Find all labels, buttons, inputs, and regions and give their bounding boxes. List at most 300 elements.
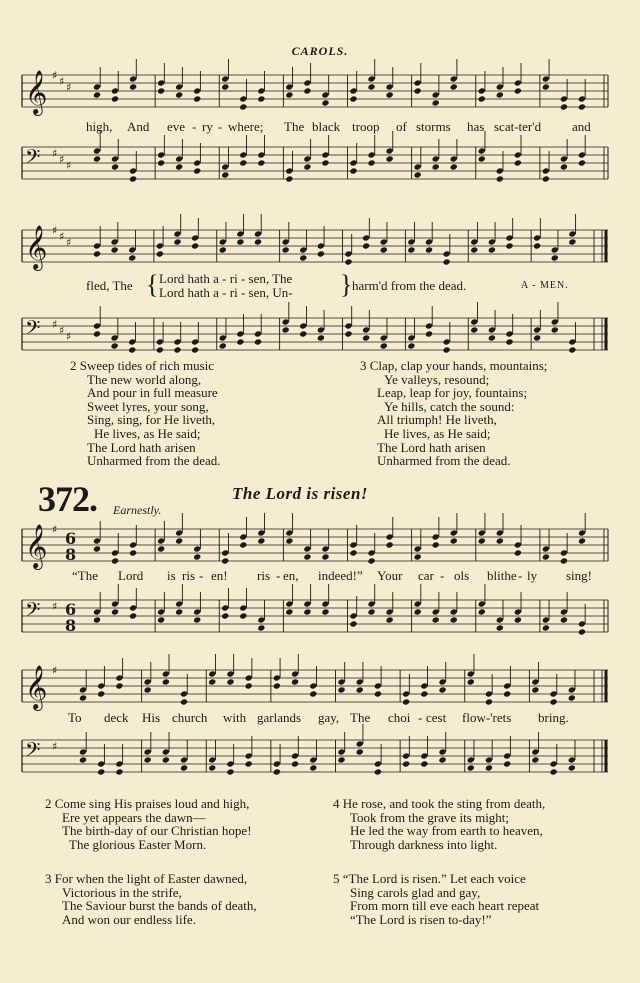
lyric-syllable: high,: [86, 119, 113, 134]
note-head: [414, 171, 422, 178]
hymn-372-bass-staff-2: [22, 736, 608, 776]
note-head: [337, 686, 345, 693]
note-head: [503, 690, 511, 697]
note-head: [367, 608, 375, 615]
note-head: [309, 764, 317, 771]
lyric-syllable: storms: [416, 119, 451, 134]
note-head: [549, 768, 557, 775]
note-head: [367, 83, 375, 90]
sharp-icon: ♯: [66, 236, 72, 249]
note-head: [162, 678, 170, 685]
note-head: [254, 338, 262, 345]
verse-line: Unharmed from the dead.: [377, 453, 511, 469]
note-head: [496, 175, 504, 182]
lyric-syllable: -: [276, 568, 281, 583]
sharp-icon: ♯: [59, 153, 65, 166]
note-head: [291, 678, 299, 685]
note-head: [236, 338, 244, 345]
verse-line: Ye valleys, resound;: [384, 371, 490, 387]
note-head: [317, 334, 325, 341]
note-head: [450, 537, 458, 544]
verse-line: Ere yet appears the dawn—: [62, 809, 206, 825]
verse-line: All triumph! He liveth,: [377, 412, 497, 428]
note-head: [193, 616, 201, 623]
note-head: [285, 608, 293, 615]
note-head: [385, 616, 393, 623]
note-head: [175, 608, 183, 615]
note-head: [239, 159, 247, 166]
note-head: [180, 698, 188, 705]
note-head: [488, 246, 496, 253]
note-head: [432, 616, 440, 623]
sharp-icon: ♯: [52, 600, 58, 613]
amen-label: A - MEN.: [521, 280, 569, 291]
note-head: [321, 99, 329, 106]
note-head: [407, 246, 415, 253]
hymn-title: The Lord is risen!: [232, 484, 369, 503]
note-head: [157, 159, 165, 166]
note-head: [239, 612, 247, 619]
lyric-syllable: -: [192, 119, 197, 134]
verse-line: And won our endless life.: [62, 911, 196, 927]
verse-line: “The Lord is risen to-day!”: [350, 911, 492, 927]
note-head: [221, 557, 229, 564]
sharp-icon: ♯: [66, 159, 72, 172]
note-head: [111, 342, 119, 349]
note-head: [542, 553, 550, 560]
note-head: [97, 768, 105, 775]
hymn-372-lyrics-line-1: [0, 568, 640, 584]
note-head: [380, 342, 388, 349]
lyric-syllable: troop: [352, 119, 380, 134]
note-head: [245, 760, 253, 767]
lyric-syllable: The: [284, 119, 305, 134]
lyric-syllable: flow-'rets: [462, 710, 512, 725]
note-head: [578, 103, 586, 110]
note-head: [362, 334, 370, 341]
note-head: [273, 682, 281, 689]
verse-line: He led the way from earth to heaven,: [350, 823, 543, 839]
note-head: [115, 682, 123, 689]
note-head: [193, 95, 201, 102]
note-head: [531, 686, 539, 693]
lyric-syllable: black: [312, 119, 341, 134]
verse-line: Sing, sing, for He liveth,: [87, 412, 216, 428]
note-head: [551, 326, 559, 333]
note-head: [467, 678, 475, 685]
sharp-icon: ♯: [52, 740, 58, 753]
hymn-372-verse-5: [333, 872, 539, 926]
lyric-syllable: en!: [211, 568, 228, 583]
time-signature-bottom: 8: [65, 616, 77, 635]
note-head: [303, 553, 311, 560]
lyric-syllable: cest: [426, 710, 447, 725]
lyric-syllable: blithe: [487, 568, 517, 583]
note-head: [111, 246, 119, 253]
note-head: [79, 756, 87, 763]
note-head: [191, 346, 199, 353]
lyric-syllable: And: [127, 119, 150, 134]
lyric-syllable: of: [396, 119, 407, 134]
note-head: [349, 549, 357, 556]
note-head: [496, 624, 504, 631]
note-head: [450, 83, 458, 90]
note-head: [385, 91, 393, 98]
note-head: [93, 616, 101, 623]
note-head: [303, 163, 311, 170]
note-head: [221, 612, 229, 619]
note-head: [111, 557, 119, 564]
verse-line: Through darkness into light.: [350, 836, 498, 852]
note-head: [367, 557, 375, 564]
verse-line: 3 Clap, clap your hands, mountains;: [360, 358, 548, 373]
lyric-syllable: is: [167, 568, 176, 583]
note-head: [450, 616, 458, 623]
note-head: [349, 95, 357, 102]
sharp-icon: ♯: [66, 330, 72, 343]
note-head: [542, 83, 550, 90]
lyric-syllable: His: [142, 710, 161, 725]
note-head: [144, 686, 152, 693]
note-head: [93, 155, 101, 162]
note-head: [97, 690, 105, 697]
verse-line: The Lord hath arisen: [87, 439, 196, 455]
note-head: [128, 346, 136, 353]
note-head: [531, 756, 539, 763]
note-head: [514, 87, 522, 94]
note-head: [551, 254, 559, 261]
sharp-icon: ♯: [52, 224, 58, 237]
note-head: [385, 541, 393, 548]
hymn-372-verse-2: [45, 797, 252, 851]
note-head: [317, 250, 325, 257]
sharp-icon: ♯: [52, 664, 58, 677]
note-head: [496, 537, 504, 544]
note-head: [129, 83, 137, 90]
note-head: [485, 698, 493, 705]
verse-line: 3 For when the light of Easter dawned,: [45, 871, 248, 886]
note-head: [193, 167, 201, 174]
note-head: [173, 238, 181, 245]
note-head: [175, 91, 183, 98]
hymn-372-lyrics-line-2: [0, 710, 640, 726]
lyric-lead: fled, The: [86, 278, 133, 293]
note-head: [273, 768, 281, 775]
lyric-chorus-bottom: Lord hath a - ri - sen, Un-: [159, 285, 293, 300]
note-head: [496, 91, 504, 98]
note-head: [344, 258, 352, 265]
note-head: [257, 95, 265, 102]
note-head: [349, 620, 357, 627]
note-head: [356, 686, 364, 693]
lyric-syllable: ris: [182, 568, 195, 583]
hymn-a-verse-3: [360, 359, 547, 468]
bass-clef-icon: 𝄢: [25, 145, 41, 173]
hymn-372-treble-staff-2: [22, 664, 608, 709]
lyric-syllable: en,: [283, 568, 299, 583]
lyric-tail: harm'd from the dead.: [352, 278, 467, 293]
note-head: [257, 159, 265, 166]
note-head: [478, 537, 486, 544]
note-head: [93, 330, 101, 337]
time-signature-top: 6: [65, 600, 77, 619]
note-head: [191, 242, 199, 249]
note-head: [488, 334, 496, 341]
note-head: [420, 760, 428, 767]
treble-clef-icon: 𝄞: [25, 524, 48, 568]
note-head: [157, 616, 165, 623]
lyric-syllable: -: [518, 568, 523, 583]
note-head: [470, 326, 478, 333]
hymn-a-lyrics-line-1: [0, 119, 640, 135]
sharp-icon: ♯: [59, 230, 65, 243]
note-head: [303, 87, 311, 94]
lyric-syllable: choi: [388, 710, 411, 725]
note-head: [226, 678, 234, 685]
bass-clef-icon: 𝄢: [25, 316, 41, 344]
hymn-number: 372.: [38, 479, 97, 519]
note-head: [128, 254, 136, 261]
time-signature-top: 6: [65, 529, 77, 548]
note-head: [438, 756, 446, 763]
note-head: [221, 171, 229, 178]
note-head: [533, 334, 541, 341]
hymn-a-treble-staff-2: [22, 224, 608, 269]
verse-line: The Lord hath arisen: [377, 439, 486, 455]
note-head: [157, 545, 165, 552]
hymn-372-bass-staff-1: [22, 596, 608, 636]
note-head: [505, 242, 513, 249]
note-head: [93, 250, 101, 257]
note-head: [285, 91, 293, 98]
note-head: [303, 608, 311, 615]
lyric-syllable: ly: [527, 568, 538, 583]
note-head: [257, 537, 265, 544]
hymn-372-verse-3: [45, 872, 257, 926]
note-head: [337, 756, 345, 763]
note-head: [374, 690, 382, 697]
lyric-syllable: -: [440, 568, 445, 583]
note-head: [380, 246, 388, 253]
running-head: CAROLS.: [291, 44, 349, 58]
lyric-syllable: -: [218, 119, 223, 134]
lyric-syllable: ris: [257, 568, 270, 583]
verse-line: From morn till eve each heart repeat: [350, 898, 540, 914]
note-head: [144, 756, 152, 763]
time-signature-bottom: 8: [65, 545, 77, 564]
note-head: [533, 242, 541, 249]
note-head: [505, 338, 513, 345]
lyric-chorus-top: Lord hath a - ri - sen, The: [159, 271, 293, 286]
note-head: [291, 760, 299, 767]
hymn-a-bass-staff-2: [22, 314, 608, 354]
note-head: [420, 690, 428, 697]
treble-clef-icon: 𝄞: [25, 70, 48, 114]
note-head: [478, 95, 486, 102]
verse-line: He lives, as He said;: [384, 425, 491, 441]
lyric-syllable: where;: [228, 119, 264, 134]
note-head: [367, 159, 375, 166]
note-head: [129, 549, 137, 556]
note-head: [432, 99, 440, 106]
note-head: [180, 764, 188, 771]
tempo-marking: Earnestly.: [113, 503, 162, 517]
note-head: [514, 549, 522, 556]
hymn-a-treble-staff-1: [22, 69, 608, 114]
note-head: [282, 326, 290, 333]
note-head: [129, 612, 137, 619]
note-head: [578, 159, 586, 166]
lyric-syllable: “The: [72, 568, 98, 583]
sharp-icon: ♯: [52, 69, 58, 82]
verse-line: Unharmed from the dead.: [87, 453, 221, 469]
lyric-syllable: Your: [377, 568, 403, 583]
note-head: [568, 764, 576, 771]
verse-line: And pour in full measure: [87, 385, 218, 401]
note-head: [157, 87, 165, 94]
lyric-syllable: indeed!”: [318, 568, 363, 583]
note-head: [219, 246, 227, 253]
note-head: [219, 342, 227, 349]
lyric-syllable: deck: [104, 710, 129, 725]
sharp-icon: ♯: [52, 523, 58, 536]
note-head: [443, 258, 451, 265]
hymn-a-bass-staff-1: [22, 143, 608, 183]
note-head: [321, 553, 329, 560]
note-head: [245, 682, 253, 689]
sharp-icon: ♯: [52, 318, 58, 331]
note-head: [407, 342, 415, 349]
note-head: [111, 163, 119, 170]
note-head: [282, 246, 290, 253]
note-head: [478, 155, 486, 162]
verse-line: 2 Come sing His praises loud and high,: [45, 796, 250, 811]
note-head: [129, 175, 137, 182]
note-head: [402, 698, 410, 705]
note-head: [542, 175, 550, 182]
note-head: [560, 163, 568, 170]
note-head: [175, 163, 183, 170]
brace-right-icon: }: [340, 270, 353, 299]
note-head: [299, 254, 307, 261]
note-head: [162, 756, 170, 763]
note-head: [79, 694, 87, 701]
lyric-syllable: and: [572, 119, 591, 134]
note-head: [111, 608, 119, 615]
brace-left-icon: {: [146, 270, 159, 299]
note-head: [514, 159, 522, 166]
note-head: [450, 163, 458, 170]
note-head: [257, 624, 265, 631]
note-head: [425, 330, 433, 337]
hymn-a-verse-2: [70, 359, 221, 468]
note-head: [432, 541, 440, 548]
note-head: [467, 764, 475, 771]
note-head: [568, 238, 576, 245]
note-head: [432, 163, 440, 170]
lyric-syllable: gay,: [318, 710, 340, 725]
hymn-372-treble-staff-1: [22, 523, 608, 568]
lyric-syllable: car: [418, 568, 434, 583]
sharp-icon: ♯: [66, 81, 72, 94]
lyric-syllable: ry: [202, 119, 213, 134]
note-head: [425, 246, 433, 253]
verse-line: 4 He rose, and took the sting from death,: [333, 796, 546, 811]
note-head: [470, 246, 478, 253]
lyric-syllable: bring.: [538, 710, 569, 725]
note-head: [374, 768, 382, 775]
verse-line: Victorious in the strife,: [62, 884, 182, 900]
lyric-syllable: -: [418, 710, 423, 725]
lyric-syllable: To: [68, 710, 82, 725]
note-head: [560, 616, 568, 623]
sharp-icon: ♯: [52, 147, 58, 160]
lyric-syllable: church: [172, 710, 208, 725]
verse-line: The birth-day of our Christian hope!: [62, 823, 252, 839]
verse-line: The Saviour burst the bands of death,: [62, 898, 257, 914]
note-head: [414, 553, 422, 560]
note-head: [193, 553, 201, 560]
note-head: [309, 690, 317, 697]
hymn-372-verse-4: [333, 797, 545, 851]
bass-clef-icon: 𝄢: [25, 738, 41, 766]
note-head: [208, 764, 216, 771]
bass-clef-icon: 𝄢: [25, 598, 41, 626]
verse-line: Took from the grave its might;: [350, 809, 510, 825]
verse-line: 5 “The Lord is risen.” Let each voice: [333, 871, 526, 886]
note-head: [111, 95, 119, 102]
verse-line: Sing carols glad and gay,: [350, 884, 481, 900]
note-head: [285, 537, 293, 544]
note-head: [321, 159, 329, 166]
note-head: [514, 616, 522, 623]
note-head: [93, 91, 101, 98]
note-head: [402, 760, 410, 767]
note-head: [414, 608, 422, 615]
verse-line: He lives, as He said;: [94, 425, 201, 441]
note-head: [156, 346, 164, 353]
note-head: [344, 330, 352, 337]
note-head: [115, 768, 123, 775]
verse-line: Leap, leap for joy, fountains;: [377, 385, 528, 401]
lyric-syllable: scat-ter'd: [494, 119, 542, 134]
note-head: [254, 238, 262, 245]
lyric-syllable: -: [199, 568, 204, 583]
note-head: [208, 678, 216, 685]
note-head: [285, 175, 293, 182]
verse-line: Sweet lyres, your song,: [87, 398, 209, 414]
lyric-syllable: has: [467, 119, 485, 134]
verse-line: The glorious Easter Morn.: [69, 836, 207, 852]
hymn-a-lyrics-line-2: [0, 270, 640, 305]
note-head: [542, 624, 550, 631]
note-head: [226, 768, 234, 775]
note-head: [239, 541, 247, 548]
note-head: [438, 686, 446, 693]
note-head: [156, 250, 164, 257]
note-head: [549, 698, 557, 705]
sharp-icon: ♯: [59, 324, 65, 337]
lyric-syllable: garlands: [257, 710, 302, 725]
note-head: [362, 242, 370, 249]
lyric-syllable: ols: [454, 568, 470, 583]
note-head: [349, 167, 357, 174]
note-head: [356, 748, 364, 755]
lyric-syllable: sing!: [566, 568, 592, 583]
note-head: [385, 155, 393, 162]
verse-line: Ye hills, catch the sound:: [384, 398, 515, 414]
note-head: [578, 628, 586, 635]
